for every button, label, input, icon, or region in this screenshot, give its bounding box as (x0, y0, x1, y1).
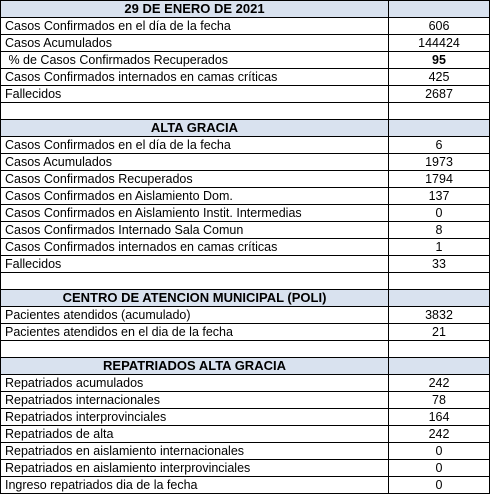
row-value[interactable]: 21 (389, 324, 490, 341)
table-row (1, 409, 490, 426)
row-label[interactable]: Pacientes atendidos (acumulado) (1, 307, 389, 324)
row-value[interactable]: 144424 (389, 35, 490, 52)
row-value[interactable]: 242 (389, 426, 490, 443)
row-label[interactable]: Pacientes atendidos en el dia de la fecha (1, 324, 389, 341)
row-label[interactable]: Repatriados acumulados (1, 375, 389, 392)
row-label[interactable]: Repatriados en aislamiento interprovinciales (1, 460, 389, 477)
row-value[interactable]: 33 (389, 256, 490, 273)
empty-cell[interactable] (1, 341, 389, 358)
table-row (1, 205, 490, 222)
section-title[interactable]: REPATRIADOS ALTA GRACIA (1, 358, 389, 375)
row-value[interactable]: 606 (389, 18, 490, 35)
row-label[interactable]: Casos Confirmados en el día de la fecha (1, 137, 389, 154)
table-row (1, 460, 490, 477)
empty-cell[interactable] (1, 273, 389, 290)
empty-cell[interactable] (389, 103, 490, 120)
row-value[interactable]: 3832 (389, 307, 490, 324)
row-value[interactable]: 242 (389, 375, 490, 392)
row-label[interactable]: Casos Confirmados Recuperados (1, 171, 389, 188)
section-title[interactable]: 29 DE ENERO DE 2021 (1, 1, 389, 18)
row-value[interactable]: 137 (389, 188, 490, 205)
table-row (1, 86, 490, 103)
row-label[interactable]: Ingreso repatriados dia de la fecha (1, 477, 389, 494)
row-label[interactable]: Casos Confirmados en Aislamiento Dom. (1, 188, 389, 205)
row-label[interactable]: Casos Confirmados internados en camas críticas (1, 239, 389, 256)
row-value[interactable]: 2687 (389, 86, 490, 103)
row-label[interactable]: Fallecidos (1, 256, 389, 273)
table-row (1, 426, 490, 443)
table-row (1, 256, 490, 273)
row-value[interactable]: 425 (389, 69, 490, 86)
blank-row (1, 273, 490, 290)
table-row (1, 222, 490, 239)
table-row (1, 443, 490, 460)
row-label[interactable]: Repatriados de alta (1, 426, 389, 443)
row-value[interactable]: 0 (389, 460, 490, 477)
table-row (1, 375, 490, 392)
row-value[interactable]: 6 (389, 137, 490, 154)
row-value[interactable]: 8 (389, 222, 490, 239)
row-label[interactable]: Casos Confirmados en Aislamiento Instit. Intermedias (1, 205, 389, 222)
row-value[interactable]: 1 (389, 239, 490, 256)
row-label[interactable]: Repatriados interprovinciales (1, 409, 389, 426)
row-label[interactable]: Repatriados internacionales (1, 392, 389, 409)
blank-row (1, 341, 490, 358)
row-value[interactable]: 1973 (389, 154, 490, 171)
row-value[interactable]: 164 (389, 409, 490, 426)
table-row (1, 477, 490, 494)
empty-cell[interactable] (1, 103, 389, 120)
row-label[interactable]: Casos Acumulados (1, 154, 389, 171)
table-row (1, 171, 490, 188)
blank-row (1, 103, 490, 120)
table-row (1, 307, 490, 324)
section-header-row (1, 120, 490, 137)
empty-cell[interactable] (389, 273, 490, 290)
table-row (1, 35, 490, 52)
table-row (1, 392, 490, 409)
row-label[interactable]: % de Casos Confirmados Recuperados (1, 52, 389, 69)
table-row (1, 52, 490, 69)
row-value[interactable]: 1794 (389, 171, 490, 188)
table-row (1, 137, 490, 154)
section-header-row (1, 290, 490, 307)
header-empty-cell[interactable] (389, 120, 490, 137)
row-label[interactable]: Casos Acumulados (1, 35, 389, 52)
table-row (1, 69, 490, 86)
row-value[interactable]: 0 (389, 443, 490, 460)
table-row (1, 154, 490, 171)
header-empty-cell[interactable] (389, 290, 490, 307)
table-row (1, 239, 490, 256)
section-header-row (1, 358, 490, 375)
row-label[interactable]: Fallecidos (1, 86, 389, 103)
row-value[interactable]: 95 (389, 52, 490, 69)
empty-cell[interactable] (389, 341, 490, 358)
row-label[interactable]: Repatriados en aislamiento internacionales (1, 443, 389, 460)
row-value[interactable]: 0 (389, 205, 490, 222)
table-row (1, 188, 490, 205)
section-header-row (1, 1, 490, 18)
row-label[interactable]: Casos Confirmados Internado Sala Comun (1, 222, 389, 239)
row-value[interactable]: 78 (389, 392, 490, 409)
row-label[interactable]: Casos Confirmados internados en camas críticas (1, 69, 389, 86)
header-empty-cell[interactable] (389, 358, 490, 375)
table-row (1, 324, 490, 341)
row-label[interactable]: Casos Confirmados en el día de la fecha (1, 18, 389, 35)
table-row (1, 18, 490, 35)
section-title[interactable]: CENTRO DE ATENCION MUNICIPAL (POLI) (1, 290, 389, 307)
header-empty-cell[interactable] (389, 1, 490, 18)
section-title[interactable]: ALTA GRACIA (1, 120, 389, 137)
row-value[interactable]: 0 (389, 477, 490, 494)
